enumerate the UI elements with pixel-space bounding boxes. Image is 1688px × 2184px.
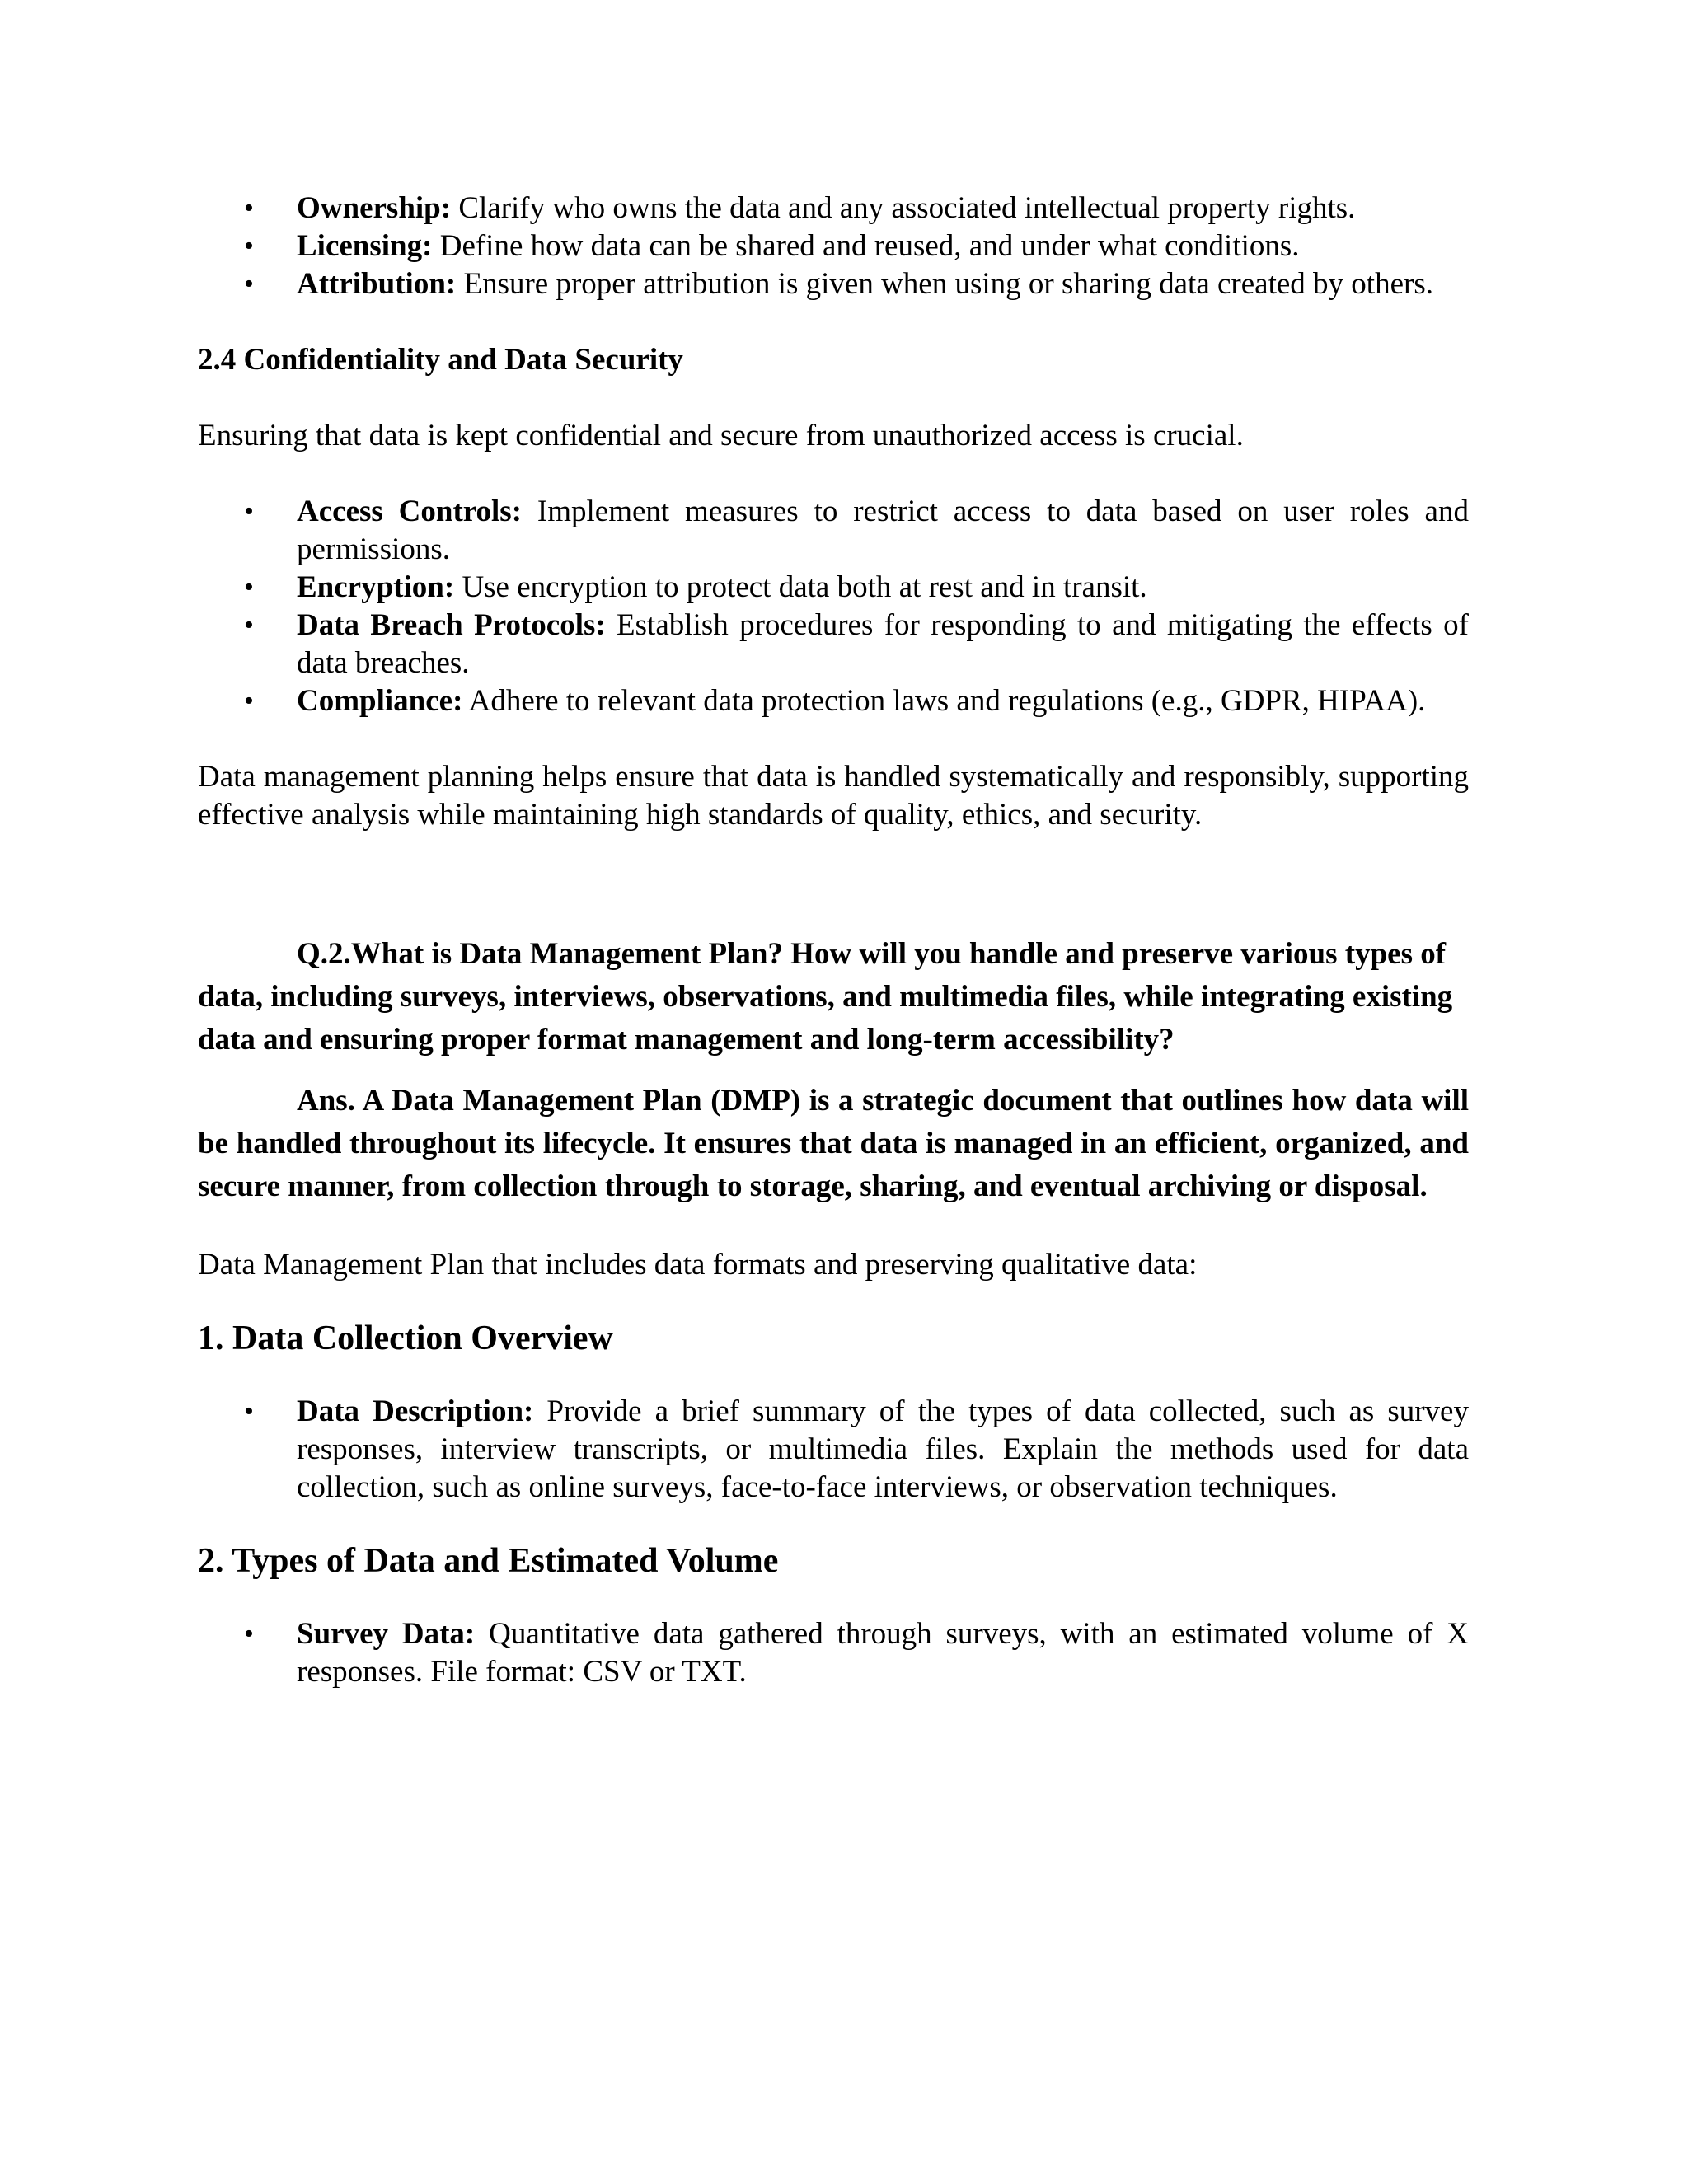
bullet-icon: • bbox=[244, 193, 254, 223]
list-item bbox=[198, 1393, 1469, 1507]
list-item-term: Encryption: bbox=[297, 570, 455, 604]
section-heading: 2.4 Confidentiality and Data Security bbox=[198, 343, 683, 377]
bullet-icon: • bbox=[244, 686, 254, 716]
list-item-term: Data Breach Protocols: bbox=[297, 608, 606, 642]
list-item bbox=[198, 493, 1469, 569]
list-item-text: Ensure proper attribution is given when using or sharing data created by others. bbox=[456, 267, 1433, 301]
list-item bbox=[198, 265, 1469, 303]
page-content bbox=[198, 190, 1469, 1691]
list-item-text: Implement measures to restrict access to data based on user roles and permissions. bbox=[297, 494, 1469, 566]
collection-list bbox=[198, 1393, 1469, 1507]
list-item-term: Licensing: bbox=[297, 229, 433, 263]
bullet-icon: • bbox=[244, 1619, 254, 1649]
list-item-text: Quantitative data gathered through surveys, with an estimated volume of X responses. File format: CSV or TXT. bbox=[297, 1617, 1469, 1689]
data-types-list bbox=[198, 1615, 1469, 1691]
list-item bbox=[198, 190, 1469, 227]
list-item-term: Compliance: bbox=[297, 684, 463, 718]
answer-text: Ans. A Data Management Plan (DMP) is a strategic document that outlines how data will be handled throughout its lifecycle. It ensures that data is managed in an efficient, organized, and secure manner, from collection through to storage, sharing, and eventual archiving or disposal. bbox=[198, 1084, 1469, 1203]
section-intro: Ensuring that data is kept confidential and secure from unauthorized access is crucial. bbox=[198, 419, 1244, 452]
list-item-term: Survey Data: bbox=[297, 1617, 476, 1651]
list-item bbox=[198, 1615, 1469, 1691]
bullet-icon: • bbox=[244, 496, 254, 527]
list-item-text: Define how data can be shared and reused, and under what conditions. bbox=[432, 229, 1300, 263]
list-item bbox=[198, 569, 1469, 607]
dmp-intro: Data Management Plan that includes data formats and preserving qualitative data: bbox=[198, 1248, 1198, 1282]
list-item-term: Attribution: bbox=[297, 267, 457, 301]
list-item-text: Clarify who owns the data and any associated intellectual property rights. bbox=[451, 191, 1356, 225]
list-item-text: Provide a brief summary of the types of data collected, such as survey responses, interview transcripts, or multimedia files. Explain the methods used for data collection, such as online surveys, face-to-face interviews, or observation techniques. bbox=[297, 1394, 1469, 1504]
bullet-icon: • bbox=[244, 610, 254, 640]
bullet-icon: • bbox=[244, 231, 254, 261]
list-item-term: Ownership: bbox=[297, 191, 452, 225]
list-item bbox=[198, 682, 1469, 720]
rights-list bbox=[198, 190, 1469, 303]
bullet-icon: • bbox=[244, 269, 254, 299]
section-conclusion: Data management planning helps ensure that data is handled systematically and responsibly, supporting effective analysis while maintaining high standards of quality, ethics, and security. bbox=[198, 760, 1469, 832]
bullet-icon: • bbox=[244, 572, 254, 602]
list-item-term: Access Controls: bbox=[297, 494, 523, 528]
list-item bbox=[198, 227, 1469, 265]
question-text: Q.2.What is Data Management Plan? How will you handle and preserve various types of data, including surveys, interviews, observations, and multimedia files, while integrating existing data and ensuring proper format management and long-term accessibility? bbox=[198, 937, 1453, 1057]
list-item-text: Establish procedures for responding to and mitigating the effects of data breaches. bbox=[297, 608, 1469, 680]
list-item-text: Use encryption to protect data both at rest and in transit. bbox=[454, 570, 1147, 604]
security-list bbox=[198, 493, 1469, 720]
list-item-text: Adhere to relevant data protection laws and regulations (e.g., GDPR, HIPAA). bbox=[462, 684, 1426, 718]
bullet-icon: • bbox=[244, 1396, 254, 1427]
list-item-term: Data Description: bbox=[297, 1394, 534, 1428]
list-item bbox=[198, 607, 1469, 682]
section-heading: 1. Data Collection Overview bbox=[198, 1319, 613, 1357]
section-heading: 2. Types of Data and Estimated Volume bbox=[198, 1542, 779, 1580]
